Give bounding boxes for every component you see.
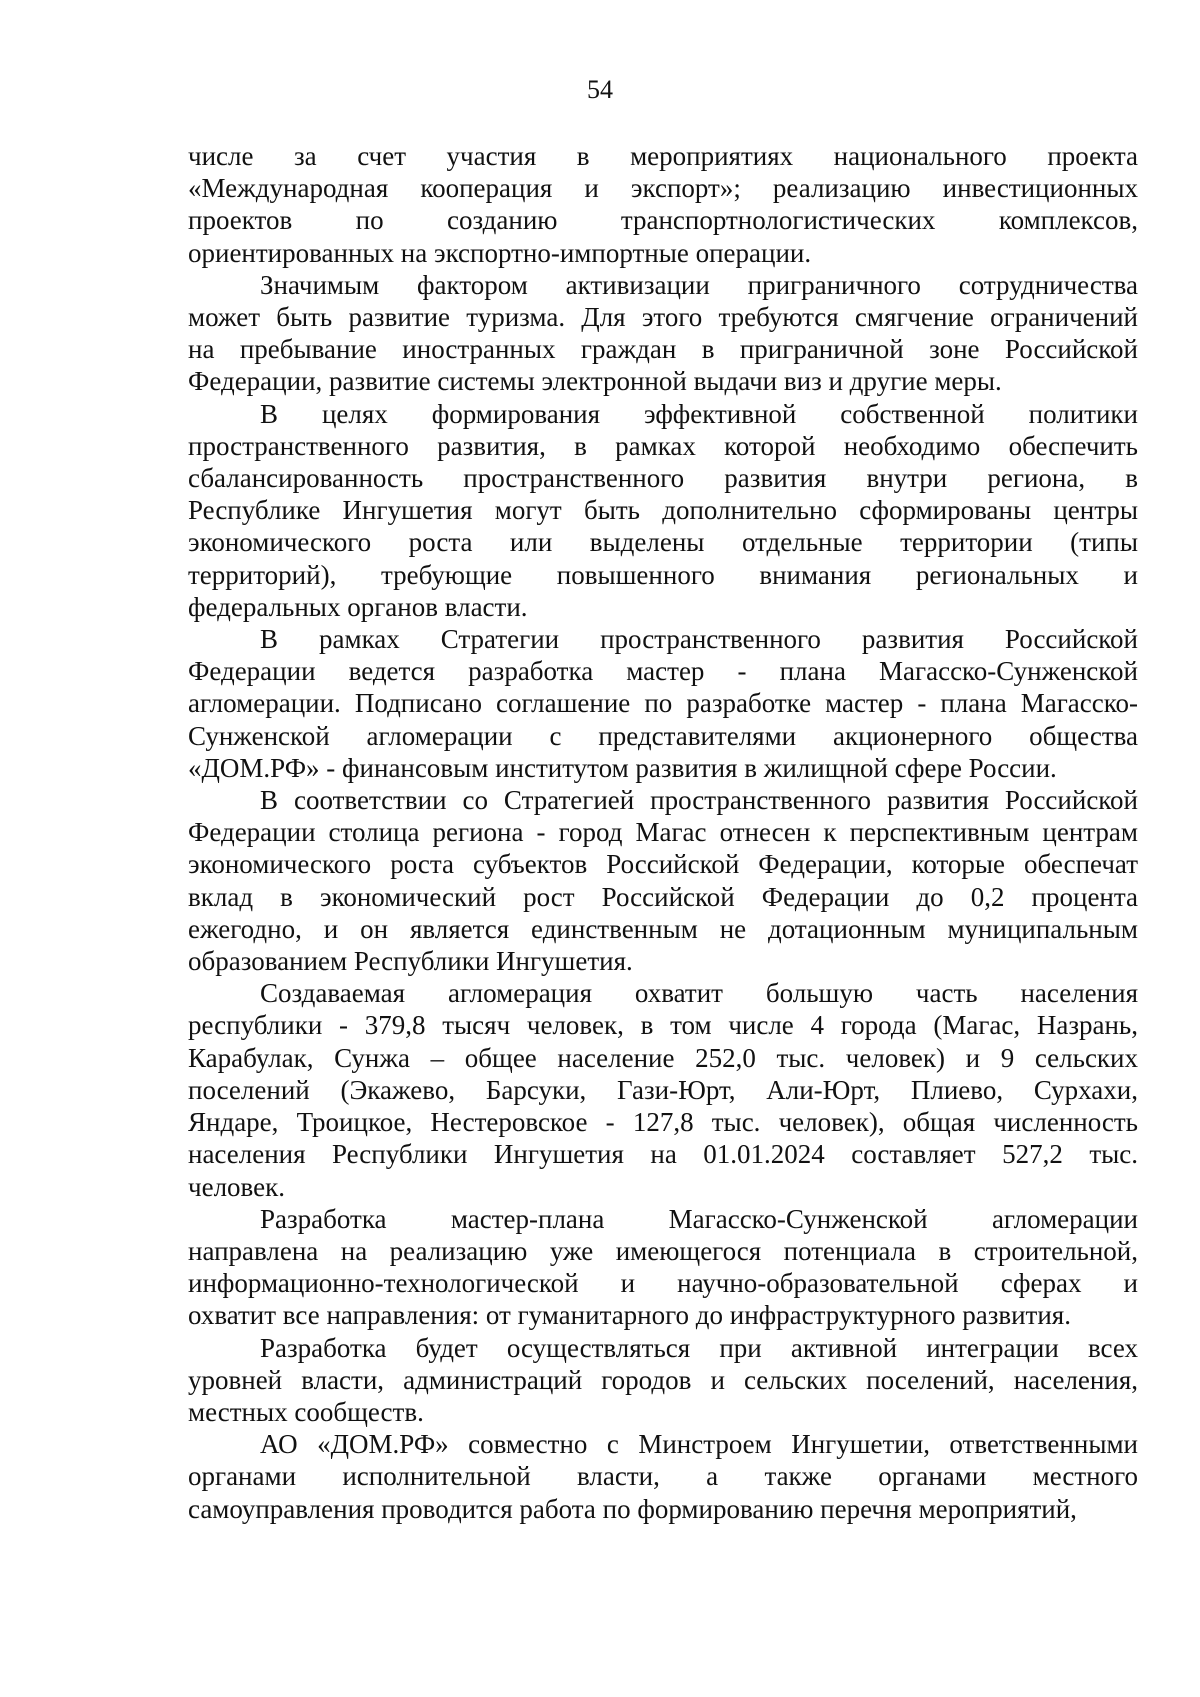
text-line: АО «ДОМ.РФ» совместно с Минстроем Ингушетии, ответственными <box>260 1429 1138 1460</box>
text-line: Федерации ведется разработка мастер - плана Магасско-Сунженской <box>188 656 1138 687</box>
paragraph <box>188 784 1138 977</box>
text-line: проектов по созданию транспортнологистических комплексов, <box>188 205 1138 236</box>
paragraph <box>188 1428 1138 1525</box>
text-line: органами исполнительной власти, а также органами местного <box>188 1461 1138 1492</box>
text-line: на пребывание иностранных граждан в приграничной зоне Российской <box>188 334 1138 365</box>
document-body <box>188 140 1138 1525</box>
text-line: В целях формирования эффективной собственной политики <box>260 398 1138 429</box>
text-line: федеральных органов власти. <box>188 591 528 622</box>
page-number: 54 <box>587 75 613 104</box>
text-line: агломерации. Подписано соглашение по разработке мастер - плана Магасско- <box>188 688 1138 719</box>
paragraph <box>188 623 1138 784</box>
text-line: Значимым фактором активизации приграничного сотрудничества <box>260 269 1138 300</box>
text-line: самоуправления проводится работа по формированию перечня мероприятий, <box>188 1493 1077 1524</box>
text-line: Разработка мастер-плана Магасско-Сунженской агломерации <box>260 1203 1138 1234</box>
text-line: ориентированных на экспортно-импортные операции. <box>188 237 812 268</box>
text-line: Создаваемая агломерация охватит большую часть населения <box>260 978 1138 1009</box>
text-line: образованием Республики Ингушетия. <box>188 946 633 977</box>
text-line: местных сообществ. <box>188 1396 424 1427</box>
text-line: Сунженской агломерации с представителями акционерного общества <box>188 720 1138 751</box>
text-line: сбалансированность пространственного развития внутри региона, в <box>188 463 1138 494</box>
text-line: Республике Ингушетия могут быть дополнительно сформированы центры <box>188 495 1138 526</box>
text-line: пространственного развития, в рамках которой необходимо обеспечить <box>188 430 1138 461</box>
text-line: охватит все направления: от гуманитарного до инфраструктурного развития. <box>188 1300 1071 1331</box>
paragraph <box>188 398 1138 623</box>
text-line: «Международная кооперация и экспорт»; реализацию инвестиционных <box>188 173 1138 204</box>
text-line: Разработка будет осуществляться при активной интеграции всех <box>260 1332 1138 1363</box>
text-line: республики - 379,8 тысяч человек, в том числе 4 города (Магас, Назрань, <box>188 1010 1138 1041</box>
text-line: «ДОМ.РФ» - финансовым институтом развития в жилищной сфере России. <box>188 752 1057 783</box>
text-line: Карабулак, Сунжа – общее население 252,0 тыс. человек) и 9 сельских <box>188 1042 1138 1073</box>
text-line: В рамках Стратегии пространственного развития Российской <box>260 624 1138 655</box>
text-line: уровней власти, администраций городов и сельских поселений, населения, <box>188 1364 1138 1395</box>
text-line: Федерации, развитие системы электронной выдачи виз и другие меры. <box>188 366 1002 397</box>
paragraph <box>188 1332 1138 1429</box>
text-line: экономического роста или выделены отдельные территории (типы <box>188 527 1138 558</box>
text-line: человек. <box>188 1171 285 1202</box>
paragraph <box>188 269 1138 398</box>
text-line: экономического роста субъектов Российской Федерации, которые обеспечат <box>188 849 1138 880</box>
text-line: Федерации столица региона - город Магас отнесен к перспективным центрам <box>188 817 1138 848</box>
text-line: Яндаре, Троицкое, Нестеровское - 127,8 тыс. человек), общая численность <box>188 1107 1138 1138</box>
text-line: ежегодно, и он является единственным не дотационным муниципальным <box>188 913 1138 944</box>
text-line: направлена на реализацию уже имеющегося потенциала в строительной, <box>188 1235 1138 1266</box>
text-line: территорий), требующие повышенного внимания региональных и <box>188 559 1138 590</box>
text-line: В соответствии со Стратегией пространственного развития Российской <box>260 785 1138 816</box>
paragraph <box>188 977 1138 1202</box>
text-line: числе за счет участия в мероприятиях национального проекта <box>188 141 1138 171</box>
text-line: населения Республики Ингушетия на 01.01.2024 составляет 527,2 тыс. <box>188 1139 1138 1170</box>
text-line: поселений (Экажево, Барсуки, Гази-Юрт, Али-Юрт, Плиево, Сурхахи, <box>188 1074 1138 1105</box>
paragraph <box>188 140 1138 269</box>
text-line: вклад в экономический рост Российской Федерации до 0,2 процента <box>188 881 1138 912</box>
text-line: может быть развитие туризма. Для этого требуются смягчение ограничений <box>188 302 1138 333</box>
text-line: информационно-технологической и научно-образовательной сферах и <box>188 1268 1138 1299</box>
paragraph <box>188 1203 1138 1332</box>
